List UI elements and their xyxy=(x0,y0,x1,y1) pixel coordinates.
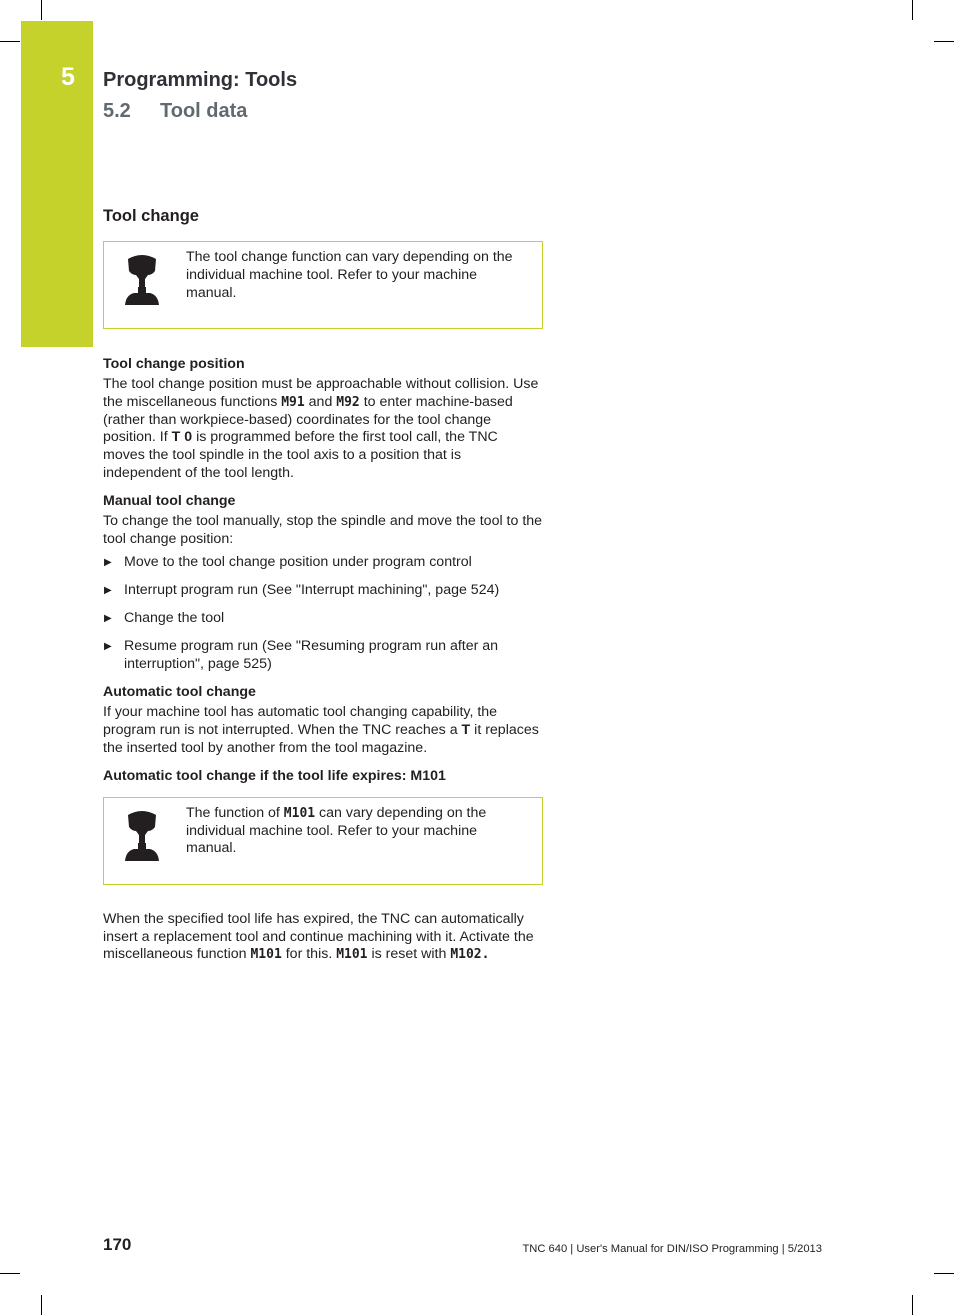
machine-note-box xyxy=(103,241,543,329)
code-t: T xyxy=(461,722,471,739)
arrow-icon: ▶ xyxy=(104,557,112,569)
steps-list xyxy=(103,554,543,673)
text-run: it replaces the inserted tool by another from the tool magazine. xyxy=(103,722,539,756)
text-run: can vary depending on the individual machine tool. Refer to your machine manual. xyxy=(186,804,487,857)
text-run: If your machine tool has automatic tool changing capability, the program run is not interrupted. When the TNC reaches a xyxy=(103,704,498,739)
text-run: When the specified tool life has expired, the TNC can automatically insert a replacement tool and continue machining with it. Activate the miscellaneous function xyxy=(103,910,534,963)
heading-automatic-tool-change: Automatic tool change xyxy=(103,684,256,701)
list-item xyxy=(103,582,543,600)
text-run: for this. xyxy=(281,946,337,963)
section-number: 5.2 xyxy=(103,100,131,122)
arrow-icon: ▶ xyxy=(104,585,112,597)
code-t0: T 0 xyxy=(171,429,193,446)
section-heading xyxy=(103,98,247,124)
heading-tool-life: Automatic tool change if the tool life expires: M101 xyxy=(103,767,446,784)
crop-mark xyxy=(934,1273,954,1274)
heading-manual-tool-change: Manual tool change xyxy=(103,492,236,509)
paragraph-tool-change-position xyxy=(103,376,543,483)
paragraph-manual-intro: To change the tool manually, stop the spindle and move the tool to the tool change position: xyxy=(103,512,543,547)
code-m91: M91 xyxy=(281,394,305,410)
crop-mark xyxy=(41,0,42,20)
step-text: Interrupt program run (See "Interrupt machining", page 524) xyxy=(124,582,500,599)
note-text: The tool change function can vary depending on the individual machine tool. Refer to your machine manual. xyxy=(186,249,513,301)
crop-mark xyxy=(912,1295,913,1315)
crop-mark xyxy=(912,0,913,20)
note-icon-area xyxy=(104,242,186,328)
list-item xyxy=(103,638,543,674)
page-number: 170 xyxy=(103,1235,132,1254)
list-item xyxy=(103,554,543,572)
code-m101: M101 xyxy=(250,947,282,963)
machine-note-icon xyxy=(122,253,162,305)
code-m92: M92 xyxy=(336,394,360,410)
crop-mark xyxy=(0,41,20,42)
section-title: Tool data xyxy=(160,100,248,122)
page-content xyxy=(103,205,543,973)
paragraph-tool-life xyxy=(103,911,543,964)
crop-mark xyxy=(934,41,954,42)
step-text: Resume program run (See "Resuming program run after an interruption", page 525) xyxy=(124,637,499,672)
chapter-title: Programming: Tools xyxy=(103,69,298,91)
code-m101: M101 xyxy=(283,805,316,821)
text-run: The tool change position must be approachable without collision. Use the miscellaneous functions xyxy=(103,376,539,410)
text-run: The function of xyxy=(186,804,284,821)
heading-tool-change-position: Tool change position xyxy=(103,356,245,372)
text-run: and xyxy=(304,393,337,410)
text-run: is programmed before the first tool call, the TNC moves the tool spindle in the tool axis to a position that is independent of the tool length. xyxy=(103,429,498,481)
crop-mark xyxy=(41,1295,42,1315)
step-text: Change the tool xyxy=(124,609,225,626)
text-run: to enter machine-based (rather than workpiece-based) coordinates for the tool change position. If xyxy=(103,393,513,446)
note-icon-area xyxy=(104,798,186,884)
footer-text: TNC 640 | User's Manual for DIN/ISO Programming | 5/2013 xyxy=(522,1243,822,1255)
arrow-icon: ▶ xyxy=(104,640,112,652)
paragraph-automatic-tool-change xyxy=(103,704,543,757)
crop-mark xyxy=(0,1273,20,1274)
machine-note-box xyxy=(103,797,543,885)
code-m101: M101 xyxy=(336,947,368,963)
code-m102: M102. xyxy=(450,947,490,963)
machine-note-icon xyxy=(122,809,162,861)
list-item xyxy=(103,610,543,628)
chapter-number: 5 xyxy=(61,63,75,91)
subsection-title: Tool change xyxy=(103,207,199,225)
note-text xyxy=(186,805,516,858)
arrow-icon: ▶ xyxy=(104,612,112,624)
step-text: Move to the tool change position under program control xyxy=(124,554,472,571)
text-run: is reset with xyxy=(367,946,451,963)
